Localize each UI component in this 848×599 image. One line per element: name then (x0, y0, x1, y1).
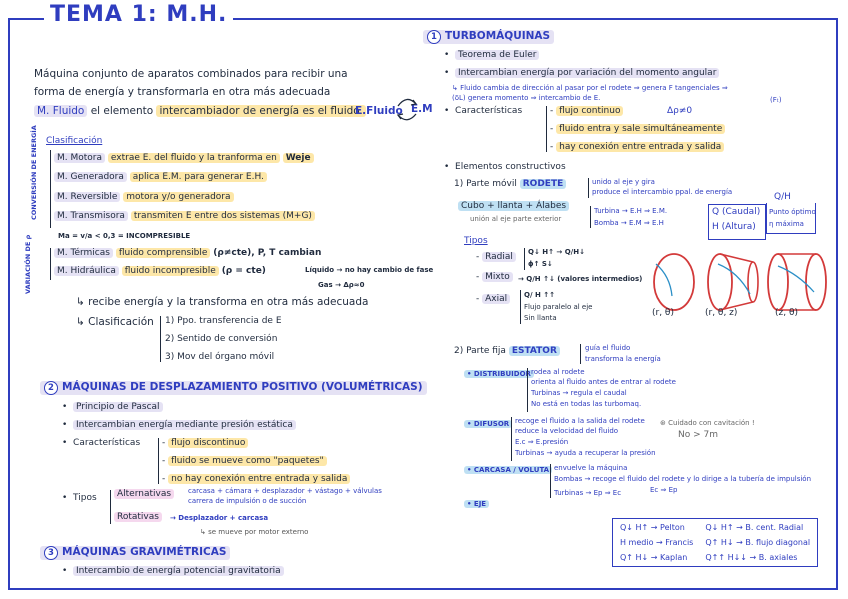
termicas-result: (ρ≠cte), P, T cambian (213, 248, 322, 258)
caract-1-label: Características (455, 106, 523, 116)
presion-bullet: • Intercambian energía mediante presión estática (62, 420, 296, 430)
carcasa-text: • CARCASA / VOLUTA (464, 466, 552, 474)
caract-1-bracket (546, 106, 547, 152)
axial-c: Sin llanta (524, 314, 557, 322)
axial-text: Axial (482, 294, 510, 304)
parte-movil-label: 1) Parte móvil (454, 179, 517, 189)
liquido-note: Líquido → no hay cambio de fase (305, 266, 434, 274)
rotativas-label (114, 512, 162, 522)
section-1-heading (423, 30, 554, 44)
qh-header: Q/H (774, 192, 791, 202)
mixto-a: → Q/H ↑↓ (valores intermedios) (518, 275, 643, 283)
transmisora-row (54, 211, 315, 221)
section-1-title: TURBOMÁQUINAS (445, 30, 551, 42)
difusor-label (464, 420, 512, 428)
cubo-text: Cubo + llanta + Álabes (458, 201, 569, 211)
exchange-arrows-icon (394, 92, 420, 126)
eje-label (464, 500, 489, 508)
ft-note: (Fₜ) (770, 96, 782, 104)
clasificacion-heading: Clasificación (46, 136, 103, 146)
caract-1-bullet: • Características (444, 106, 523, 116)
radial-a: Q↓ H↑ → Q/H↓ (528, 248, 585, 256)
weje-label: Weje (283, 153, 314, 163)
momento-bullet: • Intercambian energía por variación del momento angular (444, 68, 719, 78)
reversible-row (54, 192, 234, 202)
table-row (615, 551, 815, 564)
radial-label: - Radial (476, 252, 516, 262)
caract-1-k3-text: hay conexión entre entrada y salida (556, 142, 724, 152)
mixto-text: Mixto (482, 272, 513, 282)
table-cell: Q↑↑ H↓↓ → B. axiales (705, 553, 798, 562)
axial-rotor-diagram (768, 254, 826, 310)
table-cell: H medio → Francis (620, 538, 694, 547)
eje-text: • EJE (464, 500, 489, 508)
elementos-label: Elementos constructivos (455, 162, 566, 172)
cavitacion-note (660, 419, 755, 427)
mach-note: Ma = v/a < 0,3 = INCOMPRESIBLE (58, 232, 191, 240)
transmisora-label: M. Transmisora (54, 211, 128, 221)
caract-1-k2-text: fluido entra y sale simultáneamente (556, 124, 725, 134)
caract-2-k2-text: fluido se mueve como "paquetes" (168, 456, 327, 466)
punto-optimo: Punto óptimo (769, 208, 816, 216)
carcasa-label (464, 466, 552, 474)
table-cell: Q↓ H↑ → B. cent. Radial (705, 523, 804, 532)
estator-bracket (580, 344, 581, 364)
diagram-label-1: (r, θ) (652, 308, 674, 318)
turbina-conv: Turbina → E.H ⇒ E.M. (594, 207, 668, 215)
dif-2: reduce la velocidad del fluido (515, 427, 619, 435)
table-cell: Q↑ H↓ → B. flujo diagonal (705, 538, 811, 547)
termicas-text: fluido comprensible (116, 248, 211, 258)
variacion-rho-label: VARIACIÓN DE ρ (24, 234, 32, 294)
h-altura: H (Altura) (712, 222, 756, 232)
caract-1-k2: - fluido entra y sale simultáneamente (550, 124, 725, 134)
caract-2-bullet: • Características (62, 438, 141, 448)
termicas-label: M. Térmicas (54, 248, 113, 258)
rodete-bracket (588, 178, 589, 198)
rotativas-desc: → Desplazador + carcasa (170, 514, 269, 522)
euler-text: Teorema de Euler (455, 50, 539, 60)
dif-1: recoge el fluido a la salida del rodete (515, 417, 645, 425)
caract-2-k3: - no hay conexión entre entrada y salida (162, 474, 350, 484)
cavitacion-text: Cuidado con cavitación ! (668, 419, 755, 427)
radial-text: Radial (482, 252, 516, 262)
pascal-text: Principio de Pascal (73, 402, 163, 412)
page-title: TEMA 1: M.H. (44, 2, 233, 27)
conversion-energia-label: CONVERSIÓN DE ENERGÍA (30, 125, 38, 220)
termicas-row (54, 248, 321, 258)
difusor-text: • DIFUSOR (464, 420, 512, 428)
motora-row (54, 153, 314, 163)
caract-2-k2: - fluido se mueve como "paquetes" (162, 456, 327, 466)
mixed-rotor-diagram (708, 254, 758, 310)
momento-text: Intercambian energía por variación del momento angular (455, 68, 719, 78)
criterios-bracket (160, 316, 161, 362)
fluido-definition (34, 105, 366, 117)
estator-desc-1: guía el fluido (585, 344, 631, 352)
distribuidor-text: • DISTRIBUIDOR (464, 370, 534, 378)
carc-1: envuelve la máquina (554, 464, 628, 472)
hidraulica-row (54, 266, 266, 276)
rotativas-sub: ↳ se mueve por motor externo (200, 528, 309, 536)
caract-2-bracket (158, 438, 159, 484)
motora-text: extrae E. del fluido y la tranforma en (108, 153, 280, 163)
caract-2-k1: - flujo discontinuo (162, 438, 248, 448)
rotativas-sub-text: se mueve por motor externo (208, 528, 309, 536)
gravimetricas-text: Intercambio de energía potencial gravitatoria (73, 566, 284, 576)
intro-line-2: forma de energía y transformarla en otra más adecuada (34, 86, 331, 98)
axial-a: Q/ H ↑↑ (524, 291, 555, 299)
diagram-label-2: (r, θ, z) (705, 308, 738, 318)
parte-movil-line (454, 179, 566, 189)
clasificacion-bracket (50, 150, 51, 228)
axial-b: Flujo paralelo al eje (524, 303, 593, 311)
gravimetricas-bullet: • Intercambio de energía potencial gravitatoria (62, 566, 284, 576)
recibe-energia-text: recibe energía y la transforma en otra más adecuada (88, 296, 369, 308)
table-cell: Q↑ H↓ → Kaplan (620, 553, 688, 562)
tipos-2-label: Tipos (73, 493, 97, 503)
dist-1: rodea al rodete (531, 368, 585, 376)
reversible-label: M. Reversible (54, 192, 120, 202)
intro-line-1: Máquina conjunto de aparatos combinados para recibir una (34, 68, 348, 80)
mixto-label: - Mixto (476, 272, 513, 282)
rodete-desc-1: unido al eje y gira (592, 178, 655, 186)
clasificacion-2-label: Clasificación (88, 316, 154, 328)
caract-2-k3-text: no hay conexión entre entrada y salida (168, 474, 350, 484)
parte-fija-line (454, 346, 560, 356)
caract-1-k1: - flujo continuo (550, 106, 623, 116)
rotor-diagrams (648, 252, 838, 322)
hidraulica-text: fluido incompresible (122, 266, 219, 276)
carc-3: Ec ⇒ Ep (650, 486, 678, 494)
radial-b: ϕ↑ S↓ (528, 260, 553, 268)
section-3-number: 3 (44, 546, 58, 560)
turbine-pump-table (612, 518, 818, 567)
table-row (615, 536, 815, 549)
table-row (615, 521, 815, 534)
tipos-1-heading: Tipos (464, 236, 488, 246)
fluido-label: M. Fluido (34, 105, 87, 117)
warning-icon: ⊛ (660, 419, 669, 427)
radial-rotor-diagram (654, 254, 694, 310)
caract-2-label: Características (73, 438, 141, 448)
dif-4: Turbinas → ayuda a recuperar la presión (515, 449, 656, 457)
section-2-title: MÁQUINAS DE DESPLAZAMIENTO POSITIVO (VOLUMÉTRICAS) (62, 381, 423, 393)
alternativas-desc-2: carrera de impulsión o de succión (188, 497, 307, 505)
criterio-2: 2) Sentido de conversión (165, 334, 278, 344)
presion-text: Intercambian energía mediante presión estática (73, 420, 296, 430)
pascal-bullet: • Principio de Pascal (62, 402, 163, 412)
momento-note-1: ↳ Fluido cambia de dirección al pasar por el rodete ⇒ genera F tangenciales ⇒ (452, 84, 728, 92)
elementos-bullet: • Elementos constructivos (444, 162, 566, 172)
dist-2: orienta al fluido antes de entrar al rodete (531, 378, 676, 386)
table-cell: Q↓ H↑ → Pelton (620, 523, 685, 532)
recibe-energia-line: ↳ recibe energía y la transforma en otra más adecuada (76, 296, 369, 308)
generadora-text: aplica E.M. para generar E.H. (130, 172, 267, 182)
generadora-label: M. Generadora (54, 172, 127, 182)
rotativas-text: Rotativas (114, 512, 162, 522)
section-2-number: 2 (44, 381, 58, 395)
generadora-row (54, 172, 267, 182)
alternativas-label (114, 489, 174, 499)
motora-label: M. Motora (54, 153, 105, 163)
rodete-desc-2: produce el intercambio ppal. de energía (592, 188, 733, 196)
section-3-heading (40, 546, 230, 560)
turb-bracket (590, 206, 591, 228)
dif-3: E.c ⇒ E.presión (515, 438, 569, 446)
difusor-bracket (511, 417, 512, 461)
hidraulica-label: M. Hidráulica (54, 266, 119, 276)
estator-label: ESTATOR (509, 346, 560, 356)
hidraulica-result: (ρ = cte) (221, 266, 266, 276)
delta-rho-note: Δρ≠0 (667, 106, 693, 116)
carc-4: Turbinas → Ep ⇒ Ec (554, 489, 622, 497)
tipos-2-bullet: • Tipos (62, 493, 97, 503)
cubo-line (458, 201, 569, 211)
criterio-3: 3) Mov del órgano móvil (165, 352, 275, 362)
gas-note: Gas → Δρ≈0 (318, 281, 365, 289)
carcasa-bracket (550, 464, 551, 498)
radial-bracket (524, 248, 525, 270)
reversible-text: motora y/o generadora (123, 192, 233, 202)
no-7m-note: No > 7m (678, 430, 718, 440)
variacion-bracket (50, 248, 51, 280)
transmisora-text: transmiten E entre dos sistemas (M+G) (131, 211, 315, 221)
em-label: E.M (411, 103, 433, 115)
bomba-conv: Bomba → E.M ⇒ E.H (594, 219, 664, 227)
axial-bracket (520, 290, 521, 324)
rodete-label: RODETE (520, 179, 567, 189)
section-1-number: 1 (427, 30, 441, 44)
eta-maxima: η máxima (769, 220, 804, 228)
caract-1-k1-text: flujo continuo (556, 106, 623, 116)
criterio-1: 1) Ppo. transferencia de E (165, 316, 282, 326)
q-caudal: Q (Caudal) (712, 207, 761, 217)
momento-note-2: (δL) genera momento ⇒ intercambio de E. (452, 94, 601, 102)
distribuidor-bracket (527, 368, 528, 412)
section-3-title: MÁQUINAS GRAVIMÉTRICAS (62, 546, 227, 558)
fluido-text-1: el elemento (90, 105, 154, 117)
section-2-heading (40, 381, 427, 395)
clasificacion-2-line: ↳ Clasificación (76, 316, 154, 328)
efluido-label: E.Fluido (355, 105, 403, 117)
carc-2: Bombas → recoge el fluido del rodete y lo dirige a la tubería de impulsión (554, 475, 812, 483)
diagram-label-3: (z, θ) (775, 308, 798, 318)
tipos-2-bracket (110, 490, 111, 524)
parte-fija-label: 2) Parte fija (454, 346, 506, 356)
dist-3: Turbinas → regula el caudal (531, 389, 627, 397)
fluido-text-2: intercambiador de energía es el fluido. (156, 105, 365, 117)
caract-2-k1-text: flujo discontinuo (168, 438, 248, 448)
cubo-sub: unión al eje parte exterior (470, 215, 562, 223)
dist-4: No está en todas las turbomaq. (531, 400, 642, 408)
euler-bullet: • Teorema de Euler (444, 50, 539, 60)
estator-desc-2: transforma la energía (585, 355, 661, 363)
axial-label: - Axial (476, 294, 510, 304)
alternativas-text: Alternativas (114, 489, 174, 499)
distribuidor-label (464, 370, 534, 378)
alternativas-desc-1: carcasa + cámara + desplazador + vástago + válvulas (188, 487, 382, 495)
caract-1-k3: - hay conexión entre entrada y salida (550, 142, 724, 152)
